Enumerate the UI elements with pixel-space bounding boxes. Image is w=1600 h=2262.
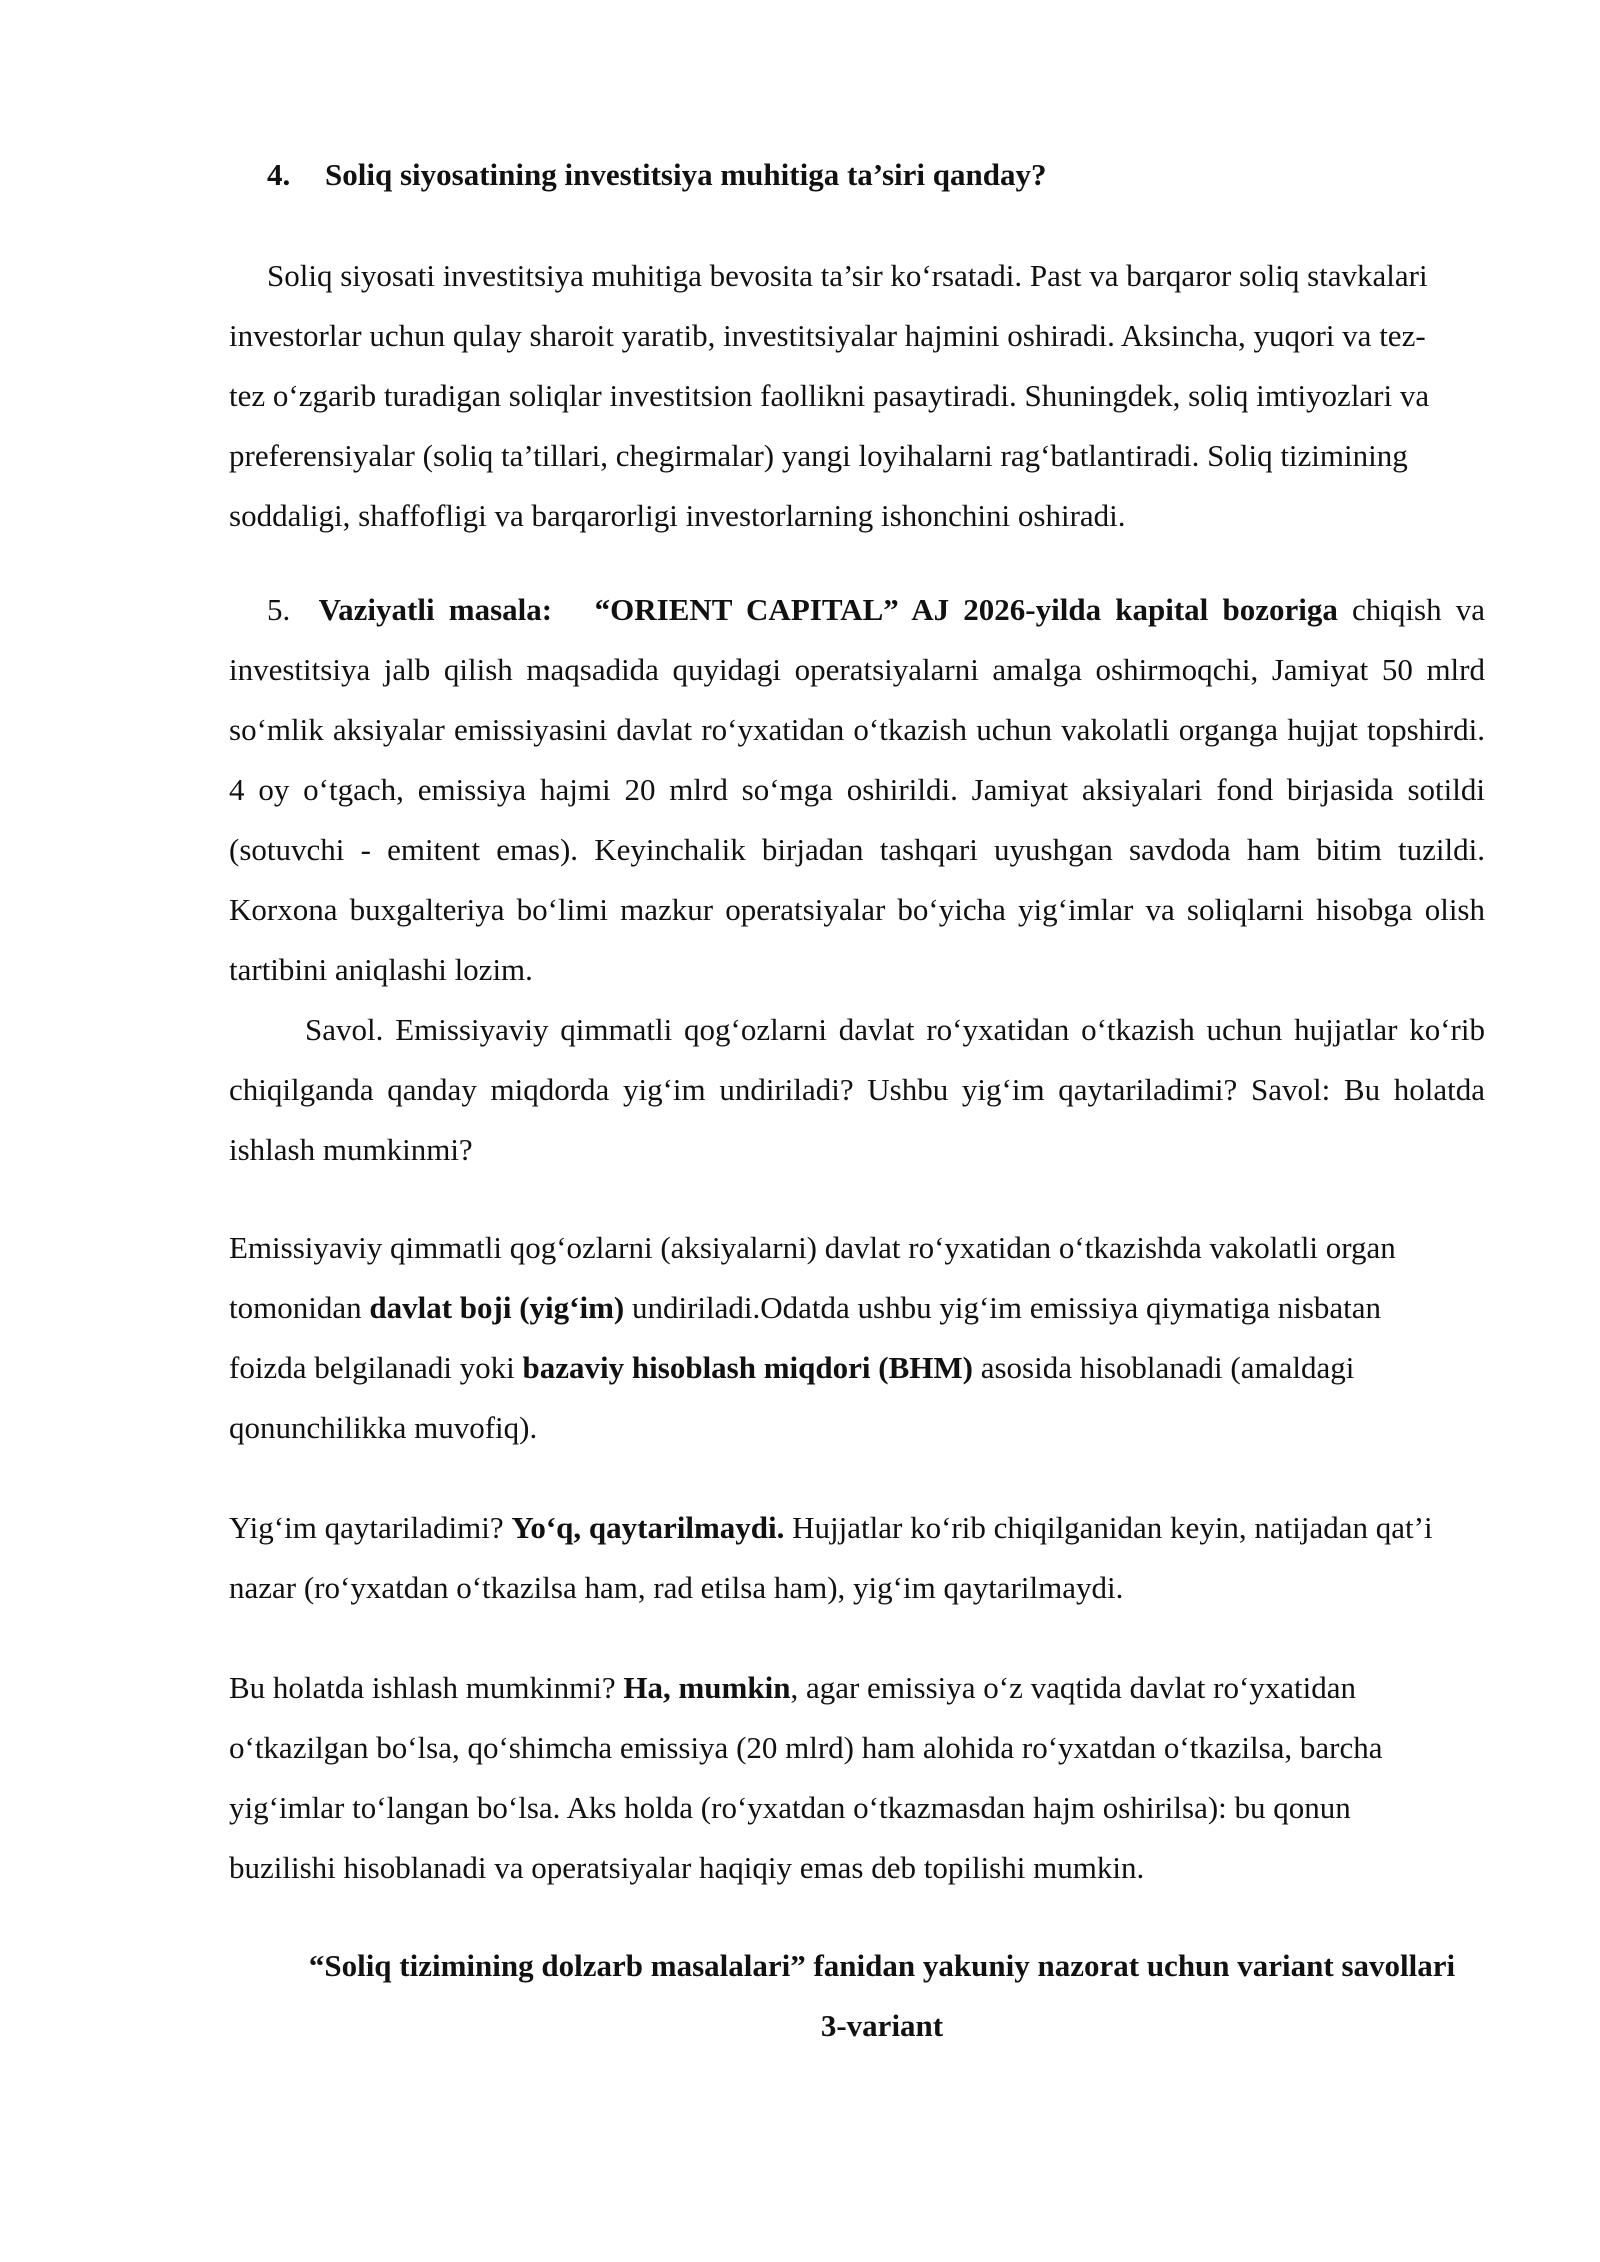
question-5-case [229, 580, 1485, 1000]
question-4-heading [229, 150, 1485, 200]
question-4-title: Soliq siyosatining investitsiya muhitiga ta’siri qanday? [325, 157, 1047, 192]
answer-2-bold-a: Yo‘q, qaytarilmaydi. [511, 1510, 785, 1545]
exam-variant: 3-variant [820, 2008, 944, 2043]
document-content [229, 150, 1485, 2056]
answer-3-text-a: Bu holatda ishlash mumkinmi? [229, 1670, 624, 1705]
answer-1-text-c: asosida hisoblanadi (amaldagi qonunchilikka muvofiq). [229, 1350, 1355, 1445]
question-4-answer: Soliq siyosati investitsiya muhitiga bevosita ta’sir ko‘rsatadi. Past va barqaror soliq stavkalari investorlar uchun qulay sharoit yaratib, investitsiyalar hajmini oshiradi. Aksincha, yuqori va tez-tez o‘zgarib turadigan soliqlar investitsion faollikni pasaytiradi. Shuningdek, soliq imtiyozlari va preferensiyalar (soliq ta’tillari, chegirmalar) yangi loyihalarni rag‘batlantiradi. Soliq tizimining soddaligi, shaffofligi va barqarorligi investorlarning ishonchini oshiradi. [229, 258, 1430, 533]
question-5-lead: “ORIENT CAPITAL” AJ 2026-yilda kapital bozoriga [594, 592, 1338, 627]
answer-1-text-b: undiriladi.Odatda ushbu yig‘im emissiya qiymatiga nisbatan foizda belgilanadi yoki [229, 1290, 1382, 1385]
answer-paragraph-3 [229, 1658, 1459, 1898]
question-5-number: 5. [267, 592, 291, 627]
answer-1-bold-b: bazaviy hisoblash miqdori (BHM) [522, 1350, 973, 1385]
answer-3-bold-a: Ha, mumkin [623, 1670, 791, 1705]
question-5-label: Vaziyatli masala: [318, 592, 553, 627]
answer-2-text-a: Yig‘im qaytariladimi? [229, 1510, 512, 1545]
question-4-number: 4. [267, 157, 291, 192]
answer-paragraph-1 [229, 1218, 1459, 1458]
question-5-question: Savol. Emissiyaviy qimmatli qog‘ozlarni davlat ro‘yxatidan o‘tkazish uchun hujjatlar ko‘rib chiqilganda qanday miqdorda yig‘im undiriladi? Ushbu yig‘im qaytariladimi? Savol: Bu holatda ishlash mumkinmi? [229, 1012, 1485, 1167]
answer-1-bold-a: davlat boji (yig‘im) [369, 1290, 625, 1325]
answer-1-text-a: Emissiyaviy qimmatli qog‘ozlarni (aksiyalarni) davlat ro‘yxatidan o‘tkazishda vakolatli organ tomonidan [229, 1230, 1396, 1325]
answer-paragraph-2 [229, 1498, 1459, 1618]
question-5-body: chiqish va investitsiya jalb qilish maqsadida quyidagi operatsiyalarni amalga oshirmoqchi, Jamiyat 50 mlrd so‘mlik aksiyalar emissiyasini davlat ro‘yxatidan o‘tkazish uchun vakolatli organga hujjat topshirdi. 4 oy o‘tgach, emissiya hajmi 20 mlrd so‘mga oshirildi. Jamiyat aksiyalari fond birjasida sotildi (sotuvchi - emitent emas). Keyinchalik birjadan tashqari uyushgan savdoda ham bitim tuzildi. Korxona buxgalteriya bo‘limi mazkur operatsiyalar bo‘yicha yig‘imlar va soliqlarni hisobga olish tartibini aniqlashi lozim. [229, 592, 1486, 987]
answer-2-text-b: Hujjatlar ko‘rib chiqilganidan keyin, natijadan qat’i nazar (ro‘yxatdan o‘tkazilsa ham, rad etilsa ham), yig‘im qaytarilmaydi. [229, 1510, 1433, 1605]
answer-3-text-b: , agar emissiya o‘z vaqtida davlat ro‘yxatidan o‘tkazilgan bo‘lsa, qo‘shimcha emissiya (20 mlrd) ham alohida ro‘yxatdan o‘tkazilsa, barcha yig‘imlar to‘langan bo‘lsa. Aks holda (ro‘yxatdan o‘tkazmasdan hajm oshirilsa): bu qonun buzilishi hisoblanadi va operatsiyalar haqiqiy emas deb topilishi mumkin. [229, 1670, 1383, 1885]
exam-title: “Soliq tizimining dolzarb masalalari” fanidan yakuniy nazorat uchun variant savollari [308, 1948, 1456, 1983]
